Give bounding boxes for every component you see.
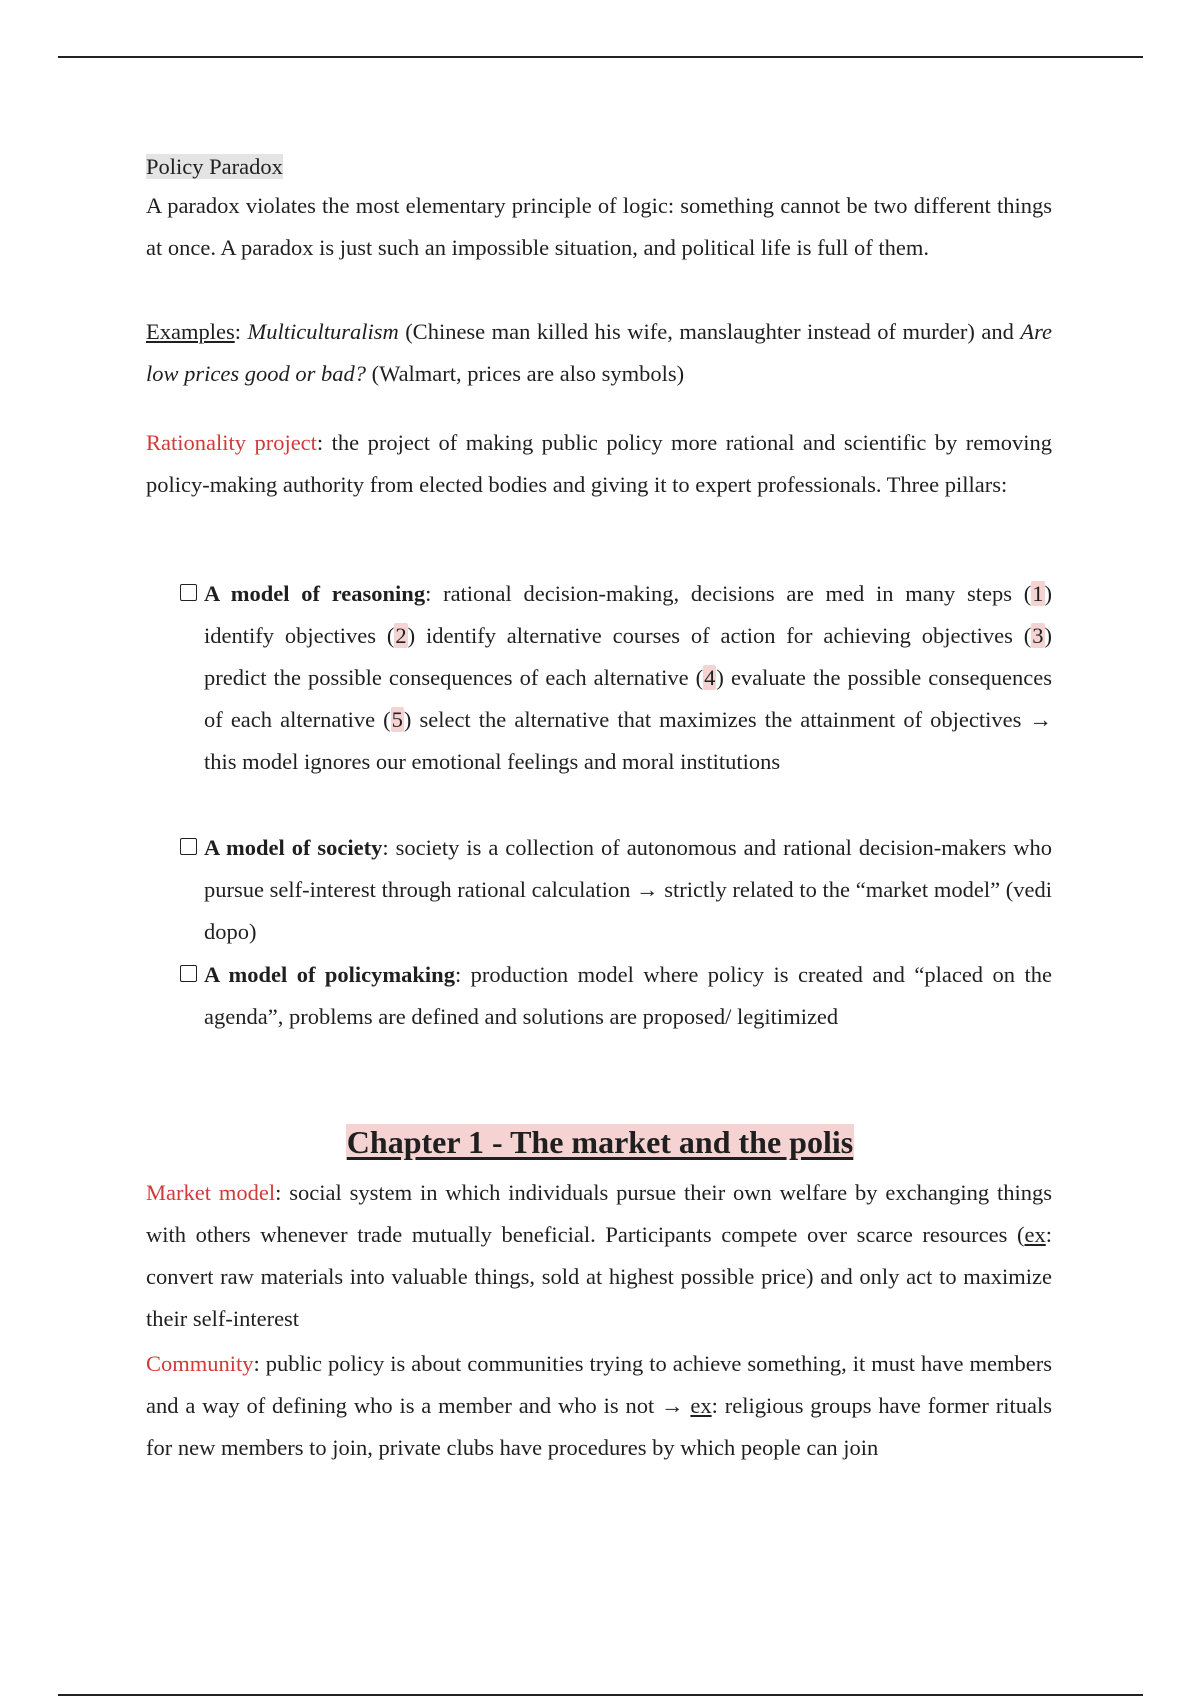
pillar-item bbox=[180, 573, 1052, 783]
example-low-prices: Are low prices good or bad? bbox=[146, 319, 1052, 386]
checkbox-icon[interactable] bbox=[180, 838, 197, 855]
step-number: 5 bbox=[391, 707, 403, 732]
pillar-title: A model of reasoning bbox=[204, 581, 426, 606]
policy-paradox-heading: Policy Paradox bbox=[146, 154, 283, 179]
checkbox-icon[interactable] bbox=[180, 965, 197, 982]
header-rule bbox=[58, 56, 1143, 58]
community-paragraph: Community: public policy is about communities trying to achieve something, it must have members and a way of defining who is a member and who is not → ex: religious groups have former rituals for new members to join, private clubs have procedures by which people can join bbox=[146, 1351, 1053, 1460]
market-model-term: Market model bbox=[146, 1180, 276, 1205]
pillar-title: A model of policymaking bbox=[204, 962, 455, 987]
ex-label: ex bbox=[690, 1393, 712, 1418]
ex-label: ex bbox=[1024, 1222, 1046, 1247]
rationality-paragraph bbox=[146, 422, 1052, 506]
examples-paragraph: Examples: Multiculturalism (Chinese man killed his wife, manslaughter instead of murder) and Are low prices good or bad? (Walmart, prices are also symbols) bbox=[146, 319, 1052, 386]
chapter-title: Chapter 1 - The market and the polis bbox=[346, 1124, 854, 1160]
examples-label: Examples bbox=[146, 319, 235, 344]
pillar-item bbox=[180, 827, 1052, 953]
community-term: Community bbox=[146, 1351, 254, 1376]
pillar-policymaking-text: A model of policymaking: production model where policy is created and “placed on the agenda”, problems are defined and solutions are proposed/ legitimized bbox=[204, 962, 1052, 1029]
step-number: 3 bbox=[1032, 623, 1044, 648]
market-model-paragraph: Market model: social system in which individuals pursue their own welfare by exchanging things with others whenever trade mutually beneficial. Participants compete over scarce resources (ex: convert raw materials into valuable things, sold at highest possible price) and only act to maximize their self-interest bbox=[146, 1180, 1052, 1331]
rationality-term: Rationality project bbox=[146, 430, 317, 455]
paradox-definition: A paradox violates the most elementary principle of logic: something cannot be two different things at once. A paradox is just such an impossible situation, and political life is full of them. bbox=[146, 193, 1052, 260]
section-heading bbox=[146, 146, 1052, 188]
step-number: 2 bbox=[395, 623, 407, 648]
footer-rule bbox=[58, 1694, 1143, 1696]
step-number: 1 bbox=[1032, 581, 1044, 606]
rationality-definition: : the project of making public policy more rational and scientific by removing policy-making authority from elected bodies and giving it to expert professionals. Three pillars: bbox=[146, 430, 1052, 497]
step-number: 4 bbox=[704, 665, 716, 690]
pillar-title: A model of society bbox=[204, 835, 383, 860]
pillar-society-text: A model of society: society is a collection of autonomous and rational decision-makers who pursue self-interest through rational calculation → strictly related to the “market model” (vedi dopo) bbox=[204, 835, 1052, 944]
example-multiculturalism: Multiculturalism bbox=[247, 319, 399, 344]
pillar-item bbox=[180, 954, 1052, 1038]
checkbox-icon[interactable] bbox=[180, 584, 197, 601]
pillar-reasoning-text: A model of reasoning: rational decision-making, decisions are med in many steps (1) identify objectives (2) identify alternative courses of action for achieving objectives (3) predict the possible consequences of each alternative (4) evaluate the possible consequences of each alternative (5) select the alternative that maximizes the attainment of objectives → this model ignores our emotional feelings and moral institutions bbox=[204, 581, 1052, 774]
